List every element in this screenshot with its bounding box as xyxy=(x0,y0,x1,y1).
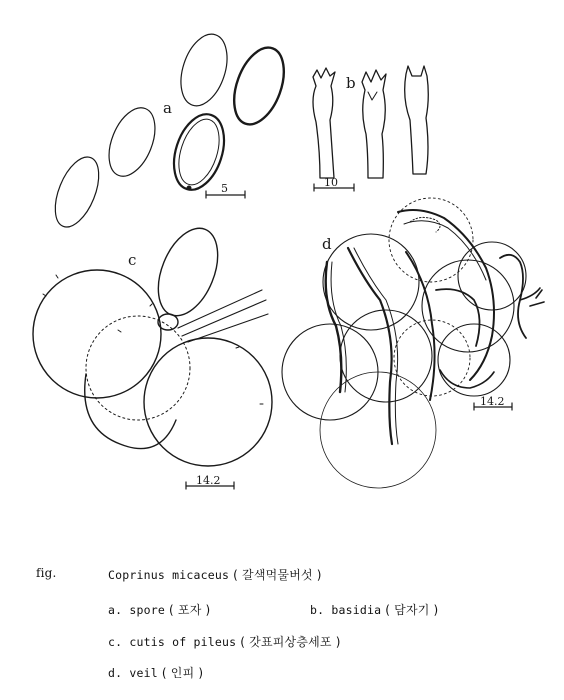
spore-1 xyxy=(173,28,236,111)
veil-cell-6 xyxy=(282,324,378,420)
caption-item-a-text: a. spore xyxy=(108,603,165,617)
basidia-panel xyxy=(313,66,428,191)
caption-item-a-korean: ( 포자 ) xyxy=(169,603,211,617)
cutis-cell-bottom xyxy=(85,374,176,449)
cutis-cell-dotted xyxy=(86,316,190,420)
caption-item-d xyxy=(108,664,203,681)
spore-2 xyxy=(225,41,294,131)
veil-cell-8 xyxy=(438,324,510,396)
panel-label-b: b xyxy=(346,74,356,92)
panel-label-c: c xyxy=(128,251,137,269)
veil-cell-1 xyxy=(323,234,419,330)
species-korean: ( 갈색먹물버섯 ) xyxy=(233,568,322,582)
spore-3 xyxy=(100,101,164,183)
caption-item-a xyxy=(108,601,210,618)
panel-label-a: a xyxy=(163,99,172,117)
caption-item-c-text: c. cutis of pileus xyxy=(108,635,237,649)
basidium-2 xyxy=(362,70,386,178)
basidium-1 xyxy=(313,68,335,178)
scale-label-b: 10 xyxy=(324,176,338,189)
cutis-panel xyxy=(33,220,272,489)
spores-panel xyxy=(46,28,293,233)
cutis-cell-large-left xyxy=(33,270,161,398)
veil-cell-3 xyxy=(422,260,514,352)
caption-item-d-text: d. veil xyxy=(108,666,158,680)
species-latin: Coprinus micaceus xyxy=(108,568,230,582)
caption-item-c xyxy=(108,633,341,650)
veil-cell-9 xyxy=(320,372,436,488)
cutis-cell-large-right xyxy=(144,338,272,466)
caption-item-c-korean: ( 갓표피상층세포 ) xyxy=(240,635,341,649)
veil-panel xyxy=(282,198,544,488)
figure-label: fig. xyxy=(36,566,57,580)
basidium-3 xyxy=(405,66,429,174)
cutis-cell-top xyxy=(147,220,230,325)
veil-cell-4 xyxy=(458,242,526,310)
caption-item-b xyxy=(310,601,438,618)
spore-4-inner xyxy=(171,114,226,190)
caption-title xyxy=(108,566,322,583)
scale-label-c: 14.2 xyxy=(196,474,221,487)
caption-item-b-korean: ( 담자기 ) xyxy=(385,603,439,617)
panel-label-d: d xyxy=(322,235,332,253)
scale-label-a: 5 xyxy=(221,182,228,195)
scale-label-d: 14.2 xyxy=(480,395,505,408)
cutis-cell-small xyxy=(158,314,178,330)
caption-item-b-text: b. basidia xyxy=(310,603,382,617)
caption-item-d-korean: ( 인피 ) xyxy=(161,666,204,680)
spore-5 xyxy=(46,151,107,233)
